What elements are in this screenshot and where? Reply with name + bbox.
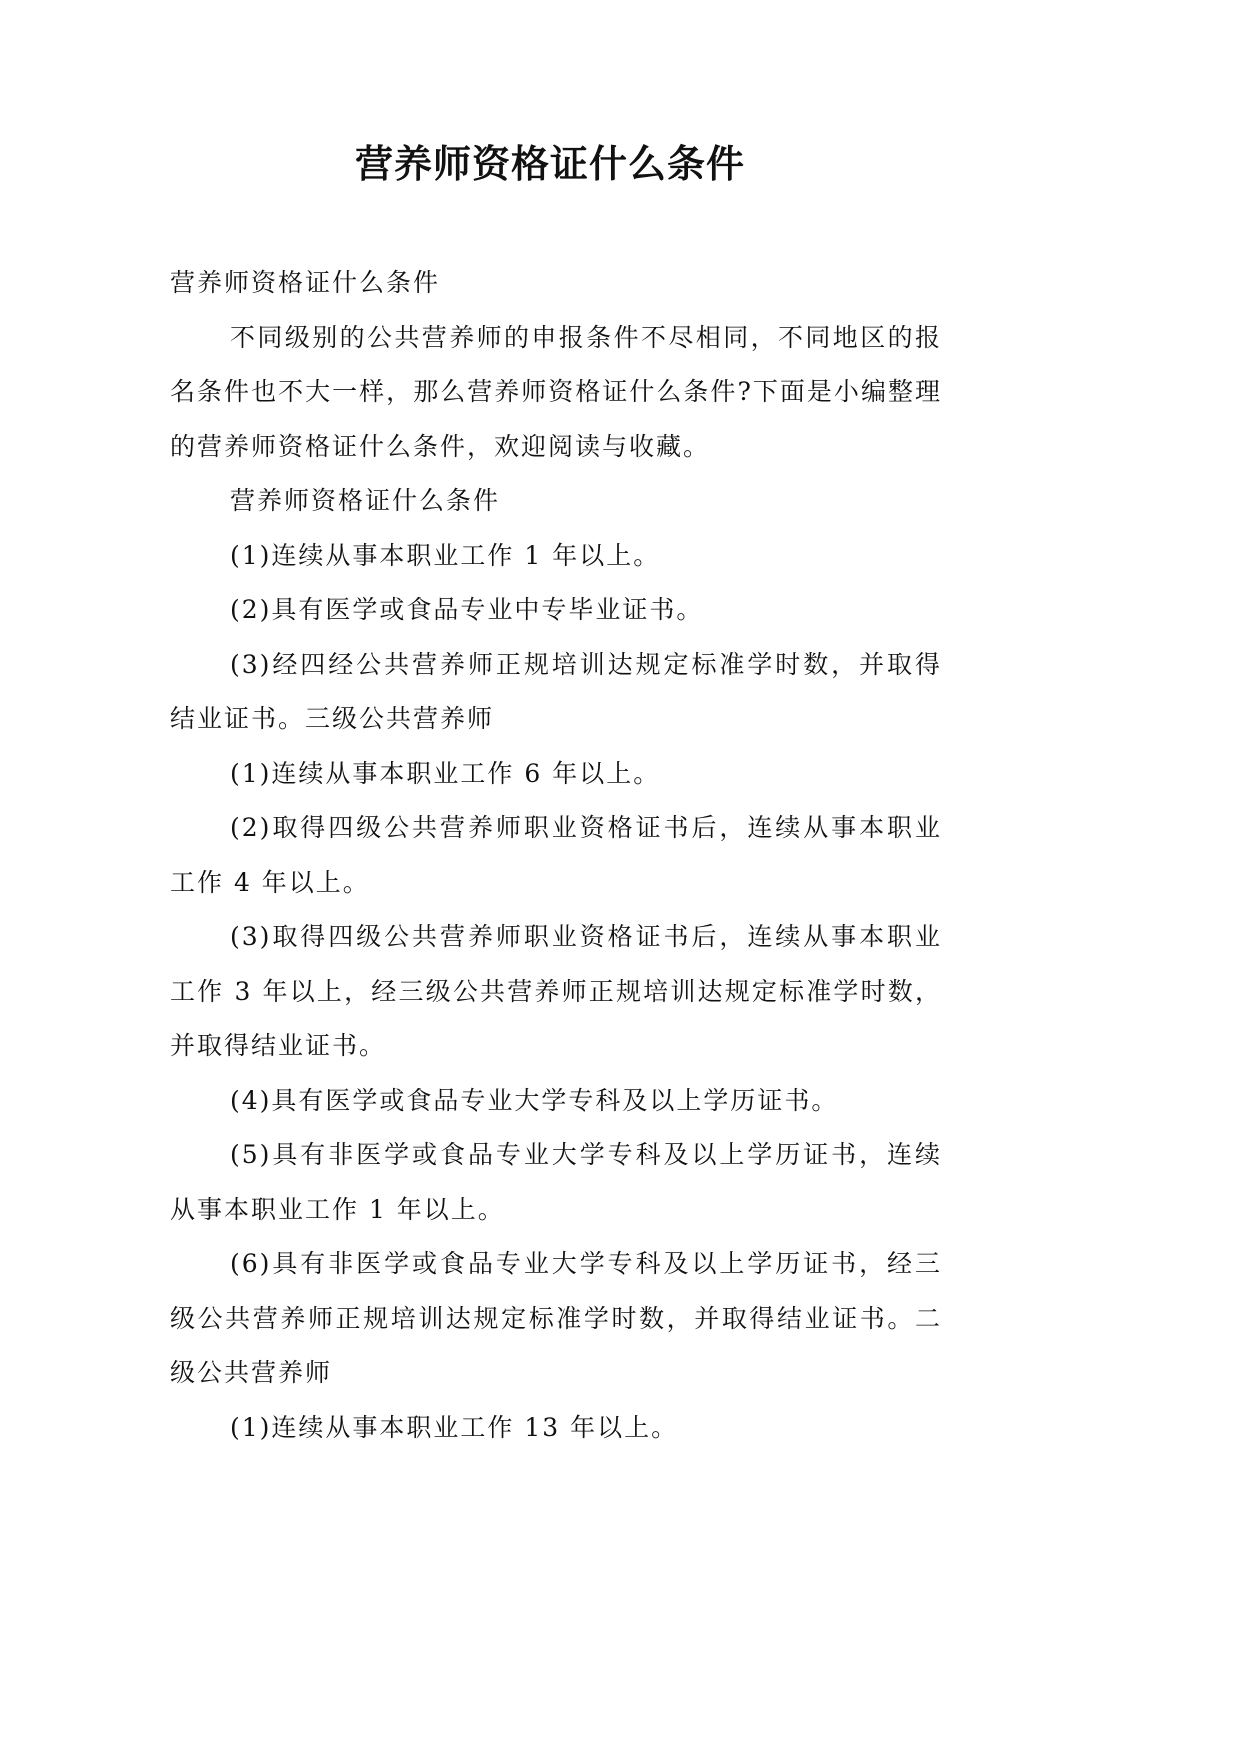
list-item-paragraph: (1)连续从事本职业工作 1 年以上。 xyxy=(230,540,661,570)
document-title: 营养师资格证什么条件 xyxy=(354,141,745,186)
list-item-paragraph: (1)连续从事本职业工作 6 年以上。 xyxy=(230,758,661,788)
list-item-paragraph: (3)取得四级公共营养师职业资格证书后，连续从事本职业工作 3 年以上，经三级公共营养师正规培训达规定标准学时数，并取得结业证书。 xyxy=(170,922,942,1060)
document-body xyxy=(170,256,942,1455)
list-item-paragraph: (6)具有非医学或食品专业大学专科及以上学历证书，经三级公共营养师正规培训达规定标准学时数，并取得结业证书。二级公共营养师 xyxy=(170,1249,942,1387)
list-item-paragraph: (4)具有医学或食品专业大学专科及以上学历证书。 xyxy=(230,1085,839,1115)
list-item-paragraph: (3)经四经公共营养师正规培训达规定标准学时数，并取得结业证书。三级公共营养师 xyxy=(170,649,942,733)
list-item-paragraph: (2)取得四级公共营养师职业资格证书后，连续从事本职业工作 4 年以上。 xyxy=(170,813,942,897)
subtitle-paragraph: 营养师资格证什么条件 xyxy=(170,268,441,297)
section-heading-paragraph: 营养师资格证什么条件 xyxy=(230,486,501,515)
intro-paragraph: 不同级别的公共营养师的申报条件不尽相同，不同地区的报名条件也不大一样，那么营养师资格证什么条件?下面是小编整理的营养师资格证什么条件，欢迎阅读与收藏。 xyxy=(170,322,942,461)
list-item-paragraph: (1)连续从事本职业工作 13 年以上。 xyxy=(230,1412,679,1442)
list-item-paragraph: (5)具有非医学或食品专业大学专科及以上学历证书，连续从事本职业工作 1 年以上。 xyxy=(170,1140,942,1224)
list-item-paragraph: (2)具有医学或食品专业中专毕业证书。 xyxy=(230,595,704,624)
